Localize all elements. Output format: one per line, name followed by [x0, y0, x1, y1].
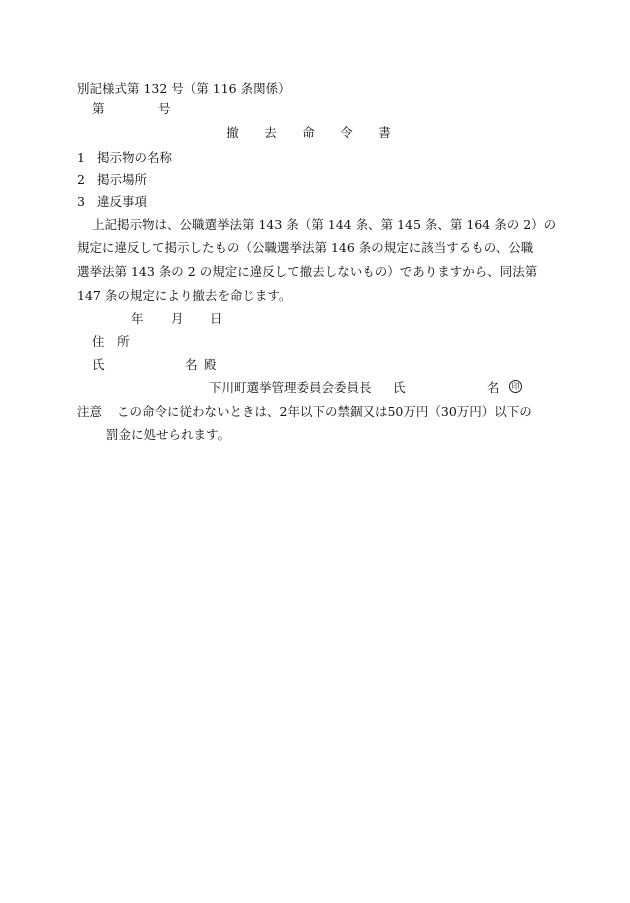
title-char: 令: [340, 125, 353, 140]
item-label: 掲示場所: [97, 172, 148, 187]
title-char: 去: [264, 125, 277, 140]
title-char: 撤: [226, 125, 239, 140]
body-line: 選挙法第 143 条の 2 の規定に違反して撤去しないもの）でありますから、同法第: [77, 264, 538, 279]
item-number: 2: [77, 172, 85, 187]
recipient-shi: 氏: [92, 357, 105, 372]
seal-char: 印: [509, 380, 522, 393]
body-line: 上記掲示物は、公職選挙法第 143 条（第 144 条、第 145 条、第 164 条の 2）の: [92, 217, 557, 232]
recipient-dono: 殿: [204, 357, 217, 372]
body-line: 規定に違反して掲示したもの（公職選挙法第 146 条の規定に該当するもの、公職: [77, 240, 534, 255]
document-title: [219, 127, 398, 140]
note-line: この命令に従わないときは、2年以下の禁錮又は50万円（30万円）以下の: [117, 404, 532, 419]
issuer-mei: 名: [487, 380, 500, 395]
title-char: 書: [378, 125, 391, 140]
issuer-shi: 氏: [393, 380, 406, 395]
seal-icon: [509, 380, 522, 393]
recipient-mei: 名: [185, 357, 198, 372]
issuer-org: 下川町選挙管理委員会委員長: [209, 380, 372, 395]
date-month: 月: [171, 311, 184, 326]
form-header: 別記様式第 132 号（第 116 条関係）: [77, 81, 291, 96]
date-year: 年: [131, 311, 144, 326]
item-number: 3: [77, 194, 85, 209]
note-label: 注意: [77, 404, 103, 419]
body-line: 147 条の規定により撤去を命じます。: [77, 288, 292, 303]
number-dai: 第: [92, 101, 105, 116]
item-label: 掲示物の名称: [97, 150, 173, 165]
address-label: 住 所: [92, 334, 130, 349]
number-go: 号: [158, 101, 171, 116]
item-number: 1: [77, 150, 85, 165]
item-label: 違反事項: [97, 194, 148, 209]
date-day: 日: [210, 311, 223, 326]
title-char: 命: [302, 125, 315, 140]
note-line: 罰金に処せられます。: [106, 427, 231, 442]
